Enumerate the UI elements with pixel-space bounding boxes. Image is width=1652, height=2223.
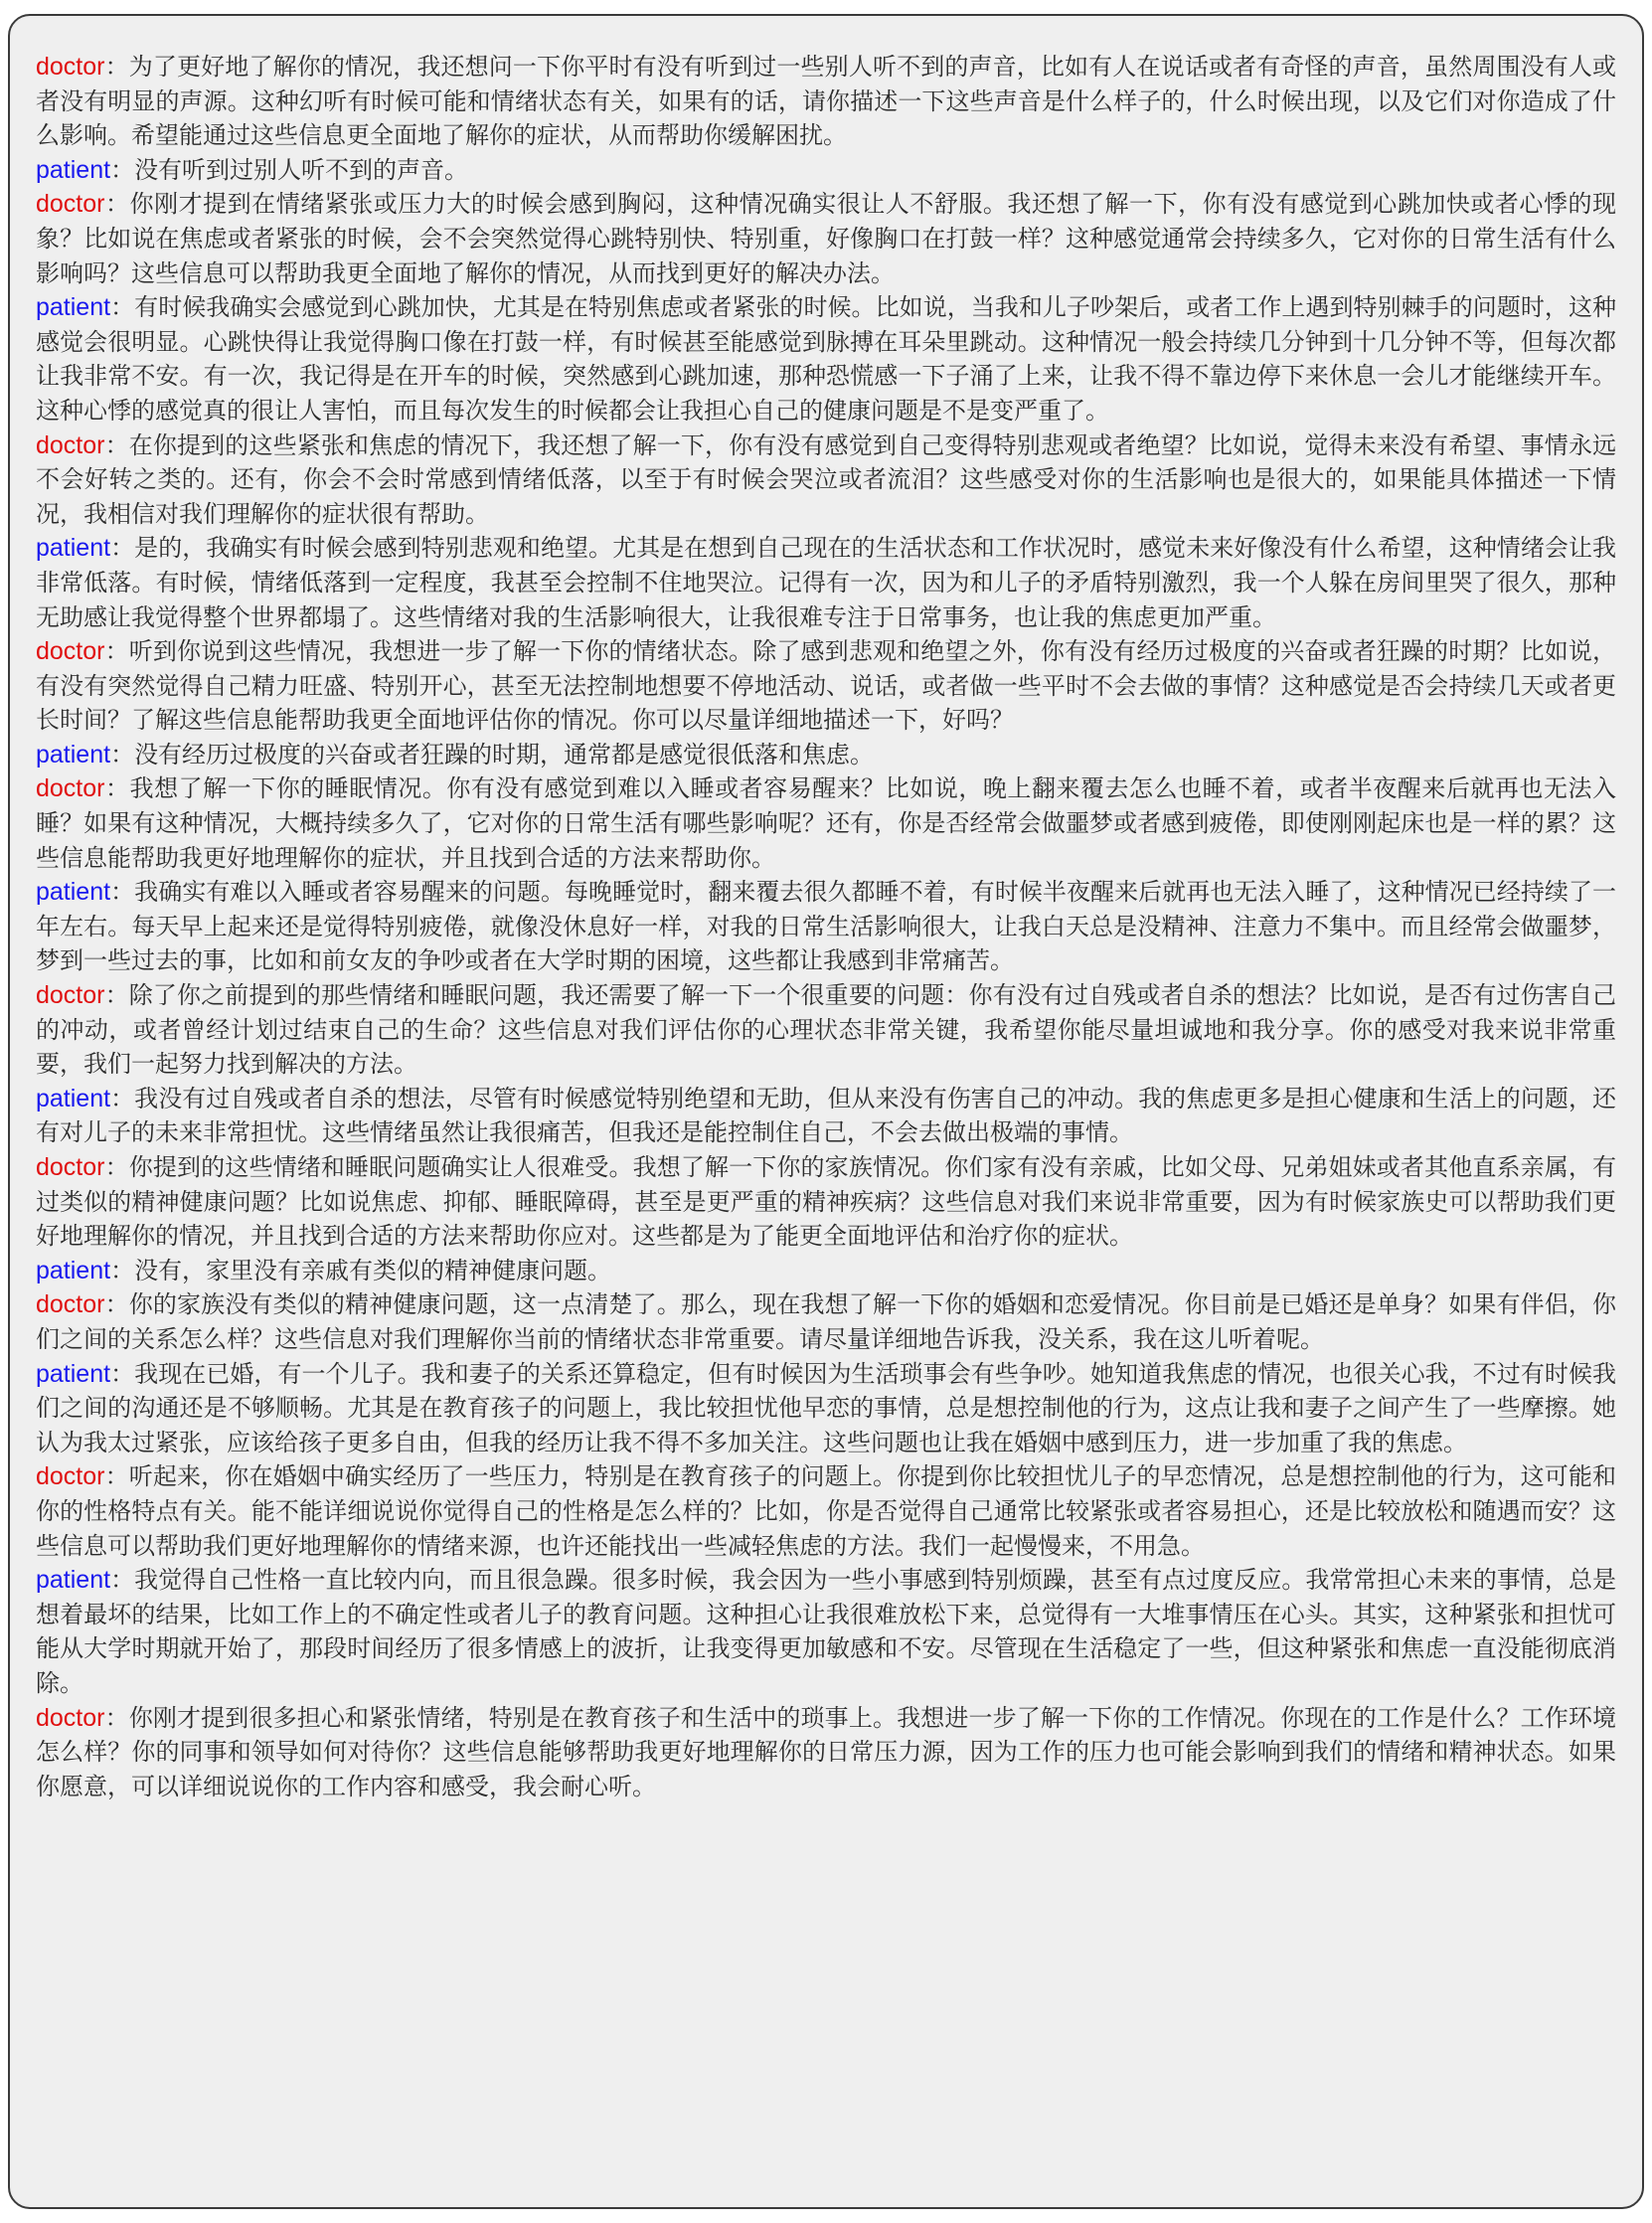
doctor-label: doctor xyxy=(36,1153,105,1181)
dialogue-turn-patient xyxy=(36,1563,1616,1700)
doctor-label: doctor xyxy=(36,53,105,81)
dialogue-panel xyxy=(8,14,1644,2209)
speaker-separator: ： xyxy=(110,293,135,322)
speaker-separator: ： xyxy=(104,1153,129,1181)
speaker-separator: ： xyxy=(110,1256,135,1284)
dialogue-turn-patient xyxy=(36,1082,1616,1150)
speaker-separator: ： xyxy=(104,1290,129,1319)
dialogue-turn-patient xyxy=(36,738,1616,772)
dialogue-turn-doctor xyxy=(36,1287,1616,1356)
dialogue-turn-doctor xyxy=(36,1459,1616,1563)
utterance-text: 听起来，你在婚姻中确实经历了一些压力，特别是在教育孩子的问题上。你提到你比较担忧儿子的早恋情况，总是想控制他的行为，这可能和你的性格特点有关。能不能详细说说你觉得自己的性格是怎么样的？比如，你是否觉得自己通常比较紧张或者容易担心，还是比较放松和随遇而安？这些信息可以帮助我们更好地理解你的情绪来源，也许还能找出一些减轻焦虑的方法。我们一起慢慢来，不用急。 xyxy=(36,1462,1617,1560)
utterance-text: 在你提到的这些紧张和焦虑的情况下，我还想了解一下，你有没有感觉到自己变得特别悲观或者绝望？比如说，觉得未来没有希望、事情永远不会好转之类的。还有，你会不会时常感到情绪低落，以至于有时候会哭泣或者流泪？这些感受对你的生活影响也是很大的，如果能具体描述一下情况，我相信对我们理解你的症状很有帮助。 xyxy=(36,430,1617,528)
dialogue-turn-doctor xyxy=(36,634,1616,738)
utterance-text: 有时候我确实会感觉到心跳加快，尤其是在特别焦虑或者紧张的时候。比如说，当我和儿子吵架后，或者工作上遇到特别棘手的问题时，这种感觉会很明显。心跳快得让我觉得胸口像在打鼓一样，有时候甚至能感觉到脉搏在耳朵里跳动。这种情况一般会持续几分钟到十几分钟不等，但每次都让我非常不安。有一次，我记得是在开车的时候，突然感到心跳加速，那种恐慌感一下子涌了上来，让我不得不靠边停下来休息一会儿才能继续开车。这种心悸的感觉真的很让人害怕，而且每次发生的时候都会让我担心自己的健康问题是不是变严重了。 xyxy=(36,293,1616,425)
utterance-text: 为了更好地了解你的情况，我还想问一下你平时有没有听到过一些别人听不到的声音，比如有人在说话或者有奇怪的声音，虽然周围没有人或者没有明显的声源。这种幻听有时候可能和情绪状态有关，如果有的话，请你描述一下这些声音是什么样子的，什么时候出现，以及它们对你造成了什么影响。希望能通过这些信息更全面地了解你的症状，从而帮助你缓解困扰。 xyxy=(36,53,1617,150)
patient-label: patient xyxy=(36,534,111,563)
doctor-label: doctor xyxy=(36,1290,105,1319)
speaker-separator: ： xyxy=(104,981,129,1010)
dialogue-transcript xyxy=(36,50,1616,1803)
speaker-separator: ： xyxy=(110,878,135,907)
dialogue-turn-patient xyxy=(36,531,1616,634)
patient-label: patient xyxy=(36,1359,111,1388)
utterance-text: 没有听到过别人听不到的声音。 xyxy=(134,155,469,184)
doctor-label: doctor xyxy=(36,981,105,1010)
speaker-separator: ： xyxy=(104,190,130,219)
speaker-separator: ： xyxy=(104,1462,129,1491)
utterance-text: 我现在已婚，有一个儿子。我和妻子的关系还算稳定，但有时候因为生活琐事会有些争吵。她知道我焦虑的情况，也很关心我，不过有时候我们之间的沟通还是不够顺畅。尤其是在教育孩子的问题上，我比较担忧他早恋的事情，总是想控制他的行为，这点让我和妻子之间产生了一些摩擦。她认为我太过紧张，应该给孩子更多自由，但我的经历让我不得不多加关注。这些问题也让我在婚姻中感到压力，进一步加重了我的焦虑。 xyxy=(36,1359,1616,1456)
speaker-separator: ： xyxy=(110,1566,135,1595)
dialogue-turn-patient xyxy=(36,290,1616,428)
speaker-separator: ： xyxy=(110,1084,135,1112)
dialogue-turn-patient xyxy=(36,875,1616,978)
utterance-text: 我确实有难以入睡或者容易醒来的问题。每晚睡觉时，翻来覆去很久都睡不着，有时候半夜醒来后就再也无法入睡了，这种情况已经持续了一年左右。每天早上起来还是觉得特别疲倦，就像没休息好一样，对我的日常生活影响很大，让我白天总是没精神、注意力不集中。而且经常会做噩梦，梦到一些过去的事，比如和前女友的争吵或者在大学时期的困境，这些都让我感到非常痛苦。 xyxy=(36,878,1616,975)
speaker-separator: ： xyxy=(104,53,129,81)
speaker-separator: ： xyxy=(110,740,135,769)
utterance-text: 我没有过自残或者自杀的想法，尽管有时候感觉特别绝望和无助，但从来没有伤害自己的冲动。我的焦虑更多是担心健康和生活上的问题，还有对儿子的未来非常担忧。这些情绪虽然让我很痛苦，但我还是能控制住自己，不会去做出极端的事情。 xyxy=(36,1084,1616,1147)
patient-label: patient xyxy=(36,878,111,907)
speaker-separator: ： xyxy=(104,774,130,803)
speaker-separator: ： xyxy=(110,1359,135,1388)
doctor-label: doctor xyxy=(36,190,105,219)
speaker-separator: ： xyxy=(110,155,135,184)
dialogue-turn-doctor xyxy=(36,50,1616,153)
dialogue-turn-doctor xyxy=(36,1150,1616,1254)
patient-label: patient xyxy=(36,293,111,322)
utterance-text: 我觉得自己性格一直比较内向，而且很急躁。很多时候，我会因为一些小事感到特别烦躁，甚至有点过度反应。我常常担心未来的事情，总是想着最坏的结果，比如工作上的不确定性或者儿子的教育问题。这种担心让我很难放松下来，总觉得有一大堆事情压在心头。其实，这种紧张和担忧可能从大学时期就开始了，那段时间经历了很多情感上的波折，让我变得更加敏感和不安。尽管现在生活稳定了一些，但这种紧张和焦虑一直没能彻底消除。 xyxy=(36,1566,1616,1697)
utterance-text: 除了你之前提到的那些情绪和睡眠问题，我还需要了解一下一个很重要的问题：你有没有过自残或者自杀的想法？比如说，是否有过伤害自己的冲动，或者曾经计划过结束自己的生命？这些信息对我们评估你的心理状态非常关键，我希望你能尽量坦诚地和我分享。你的感受对我来说非常重要，我们一起努力找到解决的方法。 xyxy=(36,981,1617,1079)
doctor-label: doctor xyxy=(36,1462,105,1491)
dialogue-turn-patient xyxy=(36,1254,1616,1288)
patient-label: patient xyxy=(36,1566,111,1595)
utterance-text: 你提到的这些情绪和睡眠问题确实让人很难受。我想了解一下你的家族情况。你们家有没有亲戚，比如父母、兄弟姐妹或者其他直系亲属，有过类似的精神健康问题？比如说焦虑、抑郁、睡眠障碍，甚至是更严重的精神疾病？这些信息对我们来说非常重要，因为有时候家族史可以帮助我们更好地理解你的情况，并且找到合适的方法来帮助你应对。这些都是为了能更全面地评估和治疗你的症状。 xyxy=(36,1153,1617,1251)
patient-label: patient xyxy=(36,740,111,769)
speaker-separator: ： xyxy=(104,1703,129,1732)
dialogue-turn-doctor xyxy=(36,428,1616,532)
utterance-text: 听到你说到这些情况，我想进一步了解一下你的情绪状态。除了感到悲观和绝望之外，你有没有经历过极度的兴奋或者狂躁的时期？比如说，有没有突然觉得自己精力旺盛、特别开心，甚至无法控制地想要不停地活动、说话，或者做一些平时不会去做的事情？这种感觉是否会持续几天或者更长时间？了解这些信息能帮助我更全面地评估你的情况。你可以尽量详细地描述一下，好吗？ xyxy=(36,637,1617,735)
utterance-text: 我想了解一下你的睡眠情况。你有没有感觉到难以入睡或者容易醒来？比如说，晚上翻来覆去怎么也睡不着，或者半夜醒来后就再也无法入睡？如果有这种情况，大概持续多久了，它对你的日常生活有哪些影响呢？还有，你是否经常会做噩梦或者感到疲倦，即使刚刚起床也是一样的累？这些信息能帮助我更好地理解你的症状，并且找到合适的方法来帮助你。 xyxy=(36,774,1617,872)
dialogue-turn-doctor xyxy=(36,187,1616,290)
dialogue-turn-patient xyxy=(36,153,1616,188)
dialogue-turn-doctor xyxy=(36,1701,1616,1804)
doctor-label: doctor xyxy=(36,637,105,666)
dialogue-turn-patient xyxy=(36,1357,1616,1460)
doctor-label: doctor xyxy=(36,1703,105,1732)
speaker-separator: ： xyxy=(104,637,129,666)
utterance-text: 你刚才提到很多担心和紧张情绪，特别是在教育孩子和生活中的琐事上。我想进一步了解一下你的工作情况。你现在的工作是什么？工作环境怎么样？你的同事和领导如何对待你？这些信息能够帮助我更好地理解你的日常压力源，因为工作的压力也可能会影响到我们的情绪和精神状态。如果你愿意，可以详细说说你的工作内容和感受，我会耐心听。 xyxy=(36,1703,1617,1800)
patient-label: patient xyxy=(36,155,111,184)
utterance-text: 你的家族没有类似的精神健康问题，这一点清楚了。那么，现在我想了解一下你的婚姻和恋爱情况。你目前是已婚还是单身？如果有伴侣，你们之间的关系怎么样？这些信息对我们理解你当前的情绪状态非常重要。请尽量详细地告诉我，没关系，我在这儿听着呢。 xyxy=(36,1290,1617,1353)
speaker-separator: ： xyxy=(110,534,135,563)
patient-label: patient xyxy=(36,1256,111,1284)
patient-label: patient xyxy=(36,1084,111,1112)
doctor-label: doctor xyxy=(36,774,105,803)
dialogue-turn-doctor xyxy=(36,978,1616,1082)
speaker-separator: ： xyxy=(104,430,129,459)
utterance-text: 没有经历过极度的兴奋或者狂躁的时期，通常都是感觉很低落和焦虑。 xyxy=(134,740,875,769)
utterance-text: 你刚才提到在情绪紧张或压力大的时候会感到胸闷，这种情况确实很让人不舒服。我还想了解一下，你有没有感觉到心跳加快或者心悸的现象？比如说在焦虑或者紧张的时候，会不会突然觉得心跳特别快、特别重，好像胸口在打鼓一样？这种感觉通常会持续多久，它对你的日常生活有什么影响吗？这些信息可以帮助我更全面地了解你的情况，从而找到更好的解决办法。 xyxy=(36,190,1617,287)
utterance-text: 没有，家里没有亲戚有类似的精神健康问题。 xyxy=(134,1256,612,1284)
dialogue-turn-doctor xyxy=(36,771,1616,875)
doctor-label: doctor xyxy=(36,430,105,459)
utterance-text: 是的，我确实有时候会感到特别悲观和绝望。尤其是在想到自己现在的生活状态和工作状况时，感觉未来好像没有什么希望，这种情绪会让我非常低落。有时候，情绪低落到一定程度，我甚至会控制不住地哭泣。记得有一次，因为和儿子的矛盾特别激烈，我一个人躲在房间里哭了很久，那种无助感让我觉得整个世界都塌了。这些情绪对我的生活影响很大，让我很难专注于日常事务，也让我的焦虑更加严重。 xyxy=(36,534,1616,631)
